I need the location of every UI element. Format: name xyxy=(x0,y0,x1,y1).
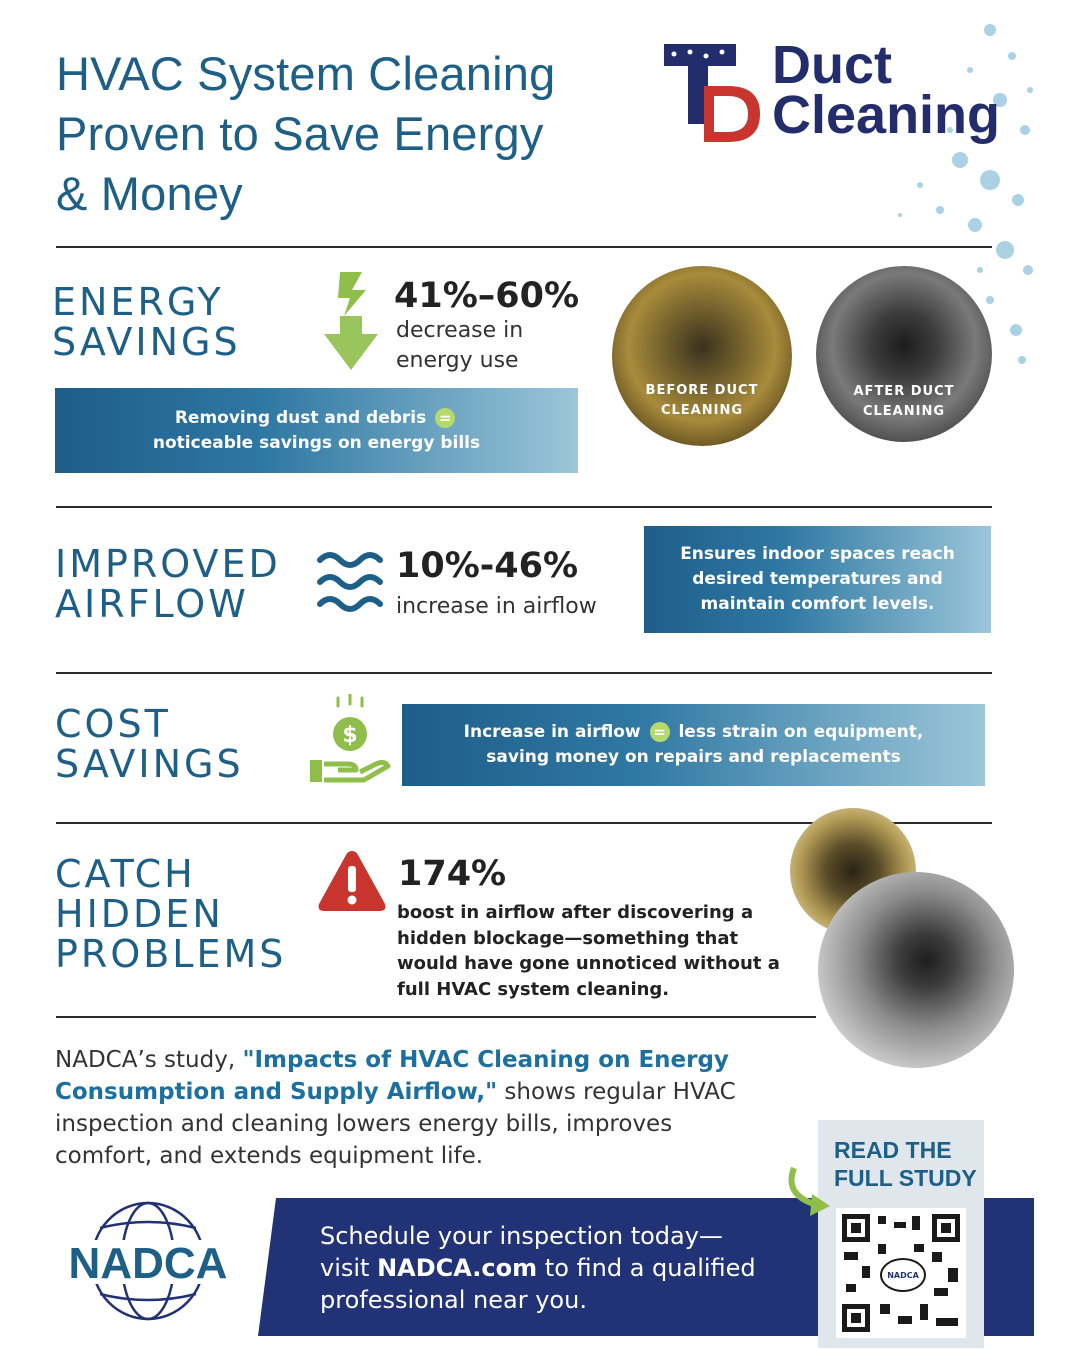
nadca-globe-logo xyxy=(52,1198,244,1324)
divider-2 xyxy=(56,506,992,508)
td-flag-mark-icon xyxy=(660,40,770,145)
energy-stat: 41%–60% xyxy=(394,276,580,316)
divider-3 xyxy=(56,672,992,674)
read-study-label xyxy=(834,1136,977,1192)
curved-arrow-icon xyxy=(784,1164,844,1220)
td-duct-cleaning-logo xyxy=(660,35,1040,150)
study-rest-2: shows regular HVAC xyxy=(497,1079,736,1105)
cta-line-2-post: to find a qualified xyxy=(537,1254,756,1282)
equals-icon: = xyxy=(435,408,455,428)
airflow-stat: 10%-46% xyxy=(396,546,579,586)
airflow-stat-sub: increase in airflow xyxy=(396,594,597,619)
cta-band-slant xyxy=(258,1198,288,1336)
cost-band xyxy=(402,704,985,786)
catch-hidden-problems-heading xyxy=(55,854,286,974)
equals-icon: = xyxy=(650,722,670,742)
hand-coin-icon xyxy=(308,694,392,786)
problems-sub-line-1: boost in airflow after discovering a xyxy=(397,902,754,923)
svg-text:$: $ xyxy=(342,723,358,748)
study-paragraph xyxy=(55,1044,795,1172)
read-line-2: FULL STUDY xyxy=(834,1165,977,1191)
lightning-down-arrow-icon xyxy=(322,272,382,372)
airflow-heading-line-1: IMPROVED xyxy=(55,542,281,586)
problems-heading-line-1: CATCH xyxy=(55,852,196,896)
study-line-1 xyxy=(55,1044,795,1076)
after-label-line-1: AFTER DUCT xyxy=(853,384,955,399)
problems-stat: 174% xyxy=(398,854,507,894)
problems-sub-line-2: hidden blockage—something that xyxy=(397,927,739,949)
energy-savings-heading xyxy=(52,282,241,362)
airflow-band-line-2: desired temperatures and xyxy=(692,569,943,589)
divider-5 xyxy=(56,1016,816,1018)
after-duct-image xyxy=(816,266,992,442)
energy-band xyxy=(55,388,578,473)
cost-band-line-1 xyxy=(464,720,924,745)
study-line-4: comfort, and extends equipment life. xyxy=(55,1143,484,1169)
energy-stat-sub-line-2: energy use xyxy=(396,348,519,373)
airflow-heading-line-2: AIRFLOW xyxy=(55,582,249,626)
cta-text xyxy=(320,1220,800,1316)
warning-triangle-icon xyxy=(316,848,388,914)
title-line-2: Proven to Save Energy xyxy=(56,107,544,160)
before-label-line-2: CLEANING xyxy=(660,403,744,418)
energy-stat-sub-line-1: decrease in xyxy=(396,318,524,343)
title-line-3: & Money xyxy=(56,167,243,220)
cost-heading-line-1: COST xyxy=(55,702,171,746)
read-line-1: READ THE xyxy=(834,1137,952,1163)
qr-center-badge: NADCA xyxy=(880,1258,926,1292)
before-duct-image xyxy=(612,266,792,446)
problems-heading-line-2: HIDDEN xyxy=(55,892,224,936)
problems-sub-line-3: would have gone unnoticed without a xyxy=(397,953,780,974)
after-label-line-2: CLEANING xyxy=(862,404,946,419)
energy-heading-line-2: SAVINGS xyxy=(52,320,241,364)
nadca-link[interactable]: NADCA.com xyxy=(377,1254,538,1282)
divider-1 xyxy=(56,246,992,248)
cost-savings-heading xyxy=(55,704,244,784)
energy-heading-line-1: ENERGY xyxy=(52,280,224,324)
title-line-1: HVAC System Cleaning xyxy=(56,47,556,100)
study-title-link-1[interactable]: "Impacts of HVAC Cleaning on Energy xyxy=(242,1047,729,1073)
problems-heading-line-3: PROBLEMS xyxy=(55,932,287,976)
study-line-2 xyxy=(55,1076,795,1108)
clean-duct-image xyxy=(818,872,1014,1068)
energy-band-text-1: Removing dust and debris xyxy=(174,407,427,428)
study-line-3: inspection and cleaning lowers energy bills, improves xyxy=(55,1111,673,1137)
airflow-band-line-1: Ensures indoor spaces reach xyxy=(680,544,955,564)
page-title xyxy=(56,44,656,224)
airflow-band xyxy=(644,526,991,633)
energy-stat-sub xyxy=(396,316,523,376)
problems-sub-line-4: full HVAC system cleaning. xyxy=(397,978,670,1000)
energy-band-text-2: noticeable savings on energy bills xyxy=(152,432,481,453)
cta-line-2 xyxy=(320,1252,800,1284)
nadca-logo-text: NADCA xyxy=(68,1239,228,1288)
logo-word-duct: Duct xyxy=(772,35,892,95)
study-title-link-2[interactable]: Consumption and Supply Airflow," xyxy=(55,1079,498,1105)
energy-band-line-1 xyxy=(175,406,458,431)
qr-code[interactable] xyxy=(836,1208,966,1338)
improved-airflow-heading xyxy=(55,544,281,624)
wind-waves-icon xyxy=(316,548,388,620)
cta-line-1: Schedule your inspection today— xyxy=(320,1222,723,1250)
logo-word-cleaning: Cleaning xyxy=(772,85,1001,145)
cost-heading-line-2: SAVINGS xyxy=(55,742,244,786)
airflow-band-line-3: maintain comfort levels. xyxy=(700,594,935,614)
before-label-line-1: BEFORE DUCT xyxy=(645,383,759,398)
problems-stat-sub xyxy=(397,900,780,1002)
cost-band-text-2: less strain on equipment, xyxy=(678,722,924,742)
cost-band-text-1: Increase in airflow xyxy=(463,722,641,742)
cost-band-line-2: saving money on repairs and replacements xyxy=(486,747,901,767)
cta-line-3: professional near you. xyxy=(320,1286,587,1314)
cta-line-2-pre: visit xyxy=(320,1254,378,1282)
study-prefix: NADCA’s study, xyxy=(55,1047,243,1073)
